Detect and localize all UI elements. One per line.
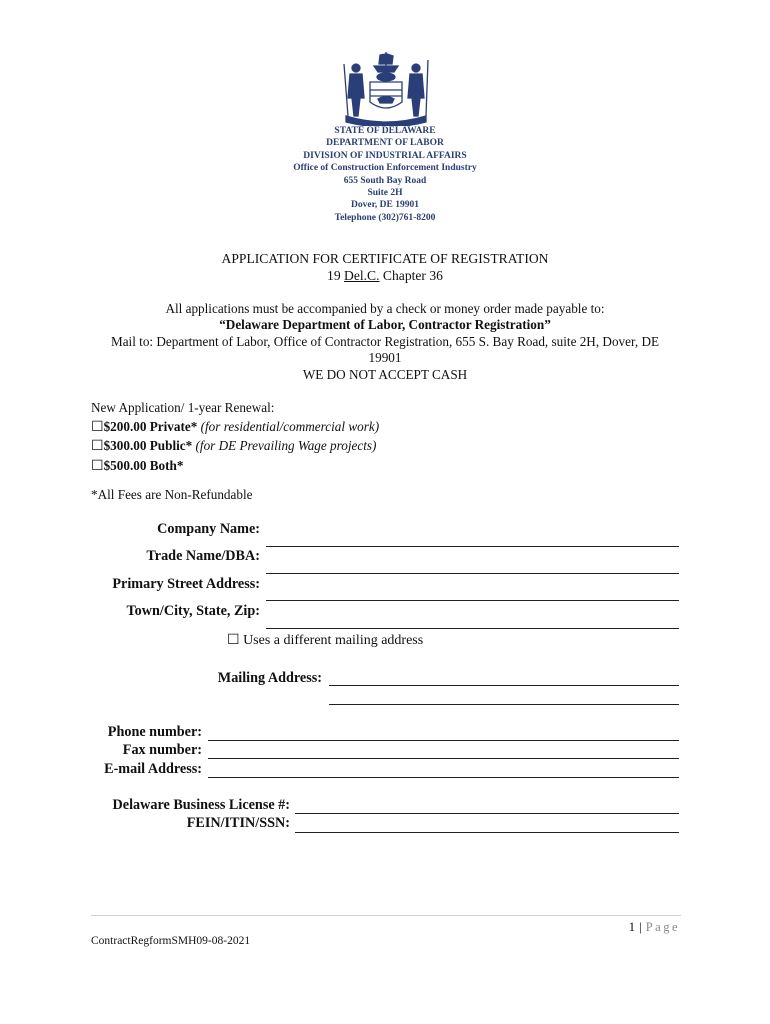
business-license-label: Delaware Business License #: (112, 797, 290, 813)
fein-field[interactable] (295, 832, 679, 833)
payment-requirement: All applications must be accompanied by a check or money order made payable to: (165, 301, 605, 316)
fee-option-private[interactable] (91, 418, 379, 438)
town-city-label: Town/City, State, Zip: (126, 603, 260, 619)
title-line: APPLICATION FOR CERTIFICATE OF REGISTRATION (221, 251, 549, 266)
fax-label: Fax number: (122, 742, 202, 758)
fee-both-label: $500.00 Both* (103, 457, 184, 473)
fax-field[interactable] (208, 758, 679, 759)
checkbox-public[interactable]: ☐ (91, 439, 104, 454)
company-name-label: Company Name: (157, 521, 260, 537)
statute-reference (0, 268, 770, 285)
page-label: Page (645, 920, 680, 934)
agency-office: Office of Construction Enforcement Industry (293, 163, 477, 174)
primary-address-label: Primary Street Address: (112, 576, 260, 592)
email-field[interactable] (208, 777, 679, 778)
checkbox-private[interactable]: ☐ (91, 419, 104, 435)
checkbox-both[interactable]: ☐ (91, 458, 104, 474)
trade-name-field[interactable] (266, 573, 679, 574)
page-separator: | (639, 919, 642, 934)
page-indicator (600, 918, 680, 936)
company-name-field[interactable] (266, 546, 679, 547)
payee-name: “Delaware Department of Labor, Contractor Registration” (219, 317, 551, 333)
fee-public-label: $300.00 Public* (103, 438, 193, 453)
footer-rule (91, 915, 681, 916)
fee-option-public[interactable] (91, 437, 379, 457)
fee-section (91, 399, 379, 476)
agency-telephone: Telephone (302)761-8200 (334, 212, 436, 223)
agency-street: 655 South Bay Road (343, 175, 427, 186)
town-city-field[interactable] (266, 628, 679, 629)
different-mailing-option[interactable] (227, 632, 423, 649)
nonrefundable-note: *All Fees are Non-Refundable (91, 487, 253, 502)
page-number: 1 (628, 919, 636, 934)
fee-option-both[interactable] (91, 457, 379, 477)
payment-instructions (0, 301, 770, 383)
agency-suite: Suite 2H (367, 188, 403, 199)
primary-address-field[interactable] (266, 600, 679, 601)
form-id: ContractRegformSMH09-08-2021 (91, 935, 251, 947)
statute-prefix: 19 (327, 267, 345, 283)
mailing-address-field-2[interactable] (329, 704, 679, 705)
agency-header (0, 125, 770, 224)
phone-field[interactable] (208, 740, 679, 741)
fee-private-label: $200.00 Private* (103, 418, 198, 434)
different-mailing-label: Uses a different mailing address (243, 633, 424, 648)
business-license-field[interactable] (295, 813, 679, 814)
fein-label: FEIN/ITIN/SSN: (186, 815, 290, 831)
phone-label: Phone number: (107, 724, 202, 740)
delaware-state-seal (334, 50, 438, 126)
statute-code: Del.C. (344, 267, 380, 283)
statute-suffix: Chapter 36 (379, 267, 443, 283)
email-label: E-mail Address: (104, 761, 202, 777)
mail-to-zip: 19901 (368, 350, 402, 366)
agency-department: DEPARTMENT OF LABOR (326, 138, 444, 149)
trade-name-label: Trade Name/DBA: (146, 548, 260, 564)
no-cash-notice: WE DO NOT ACCEPT CASH (302, 366, 468, 382)
fee-heading: New Application/ 1-year Renewal: (91, 400, 275, 415)
agency-city: Dover, DE 19901 (351, 200, 419, 211)
agency-state: STATE OF DELAWARE (334, 126, 436, 136)
mailing-address-field-1[interactable] (329, 685, 679, 686)
agency-division: DIVISION OF INDUSTRIAL AFFAIRS (303, 150, 467, 161)
mailing-address-label: Mailing Address: (217, 670, 322, 686)
fee-private-note: (for residential/commercial work) (200, 418, 380, 434)
mail-to-line: Mail to: Department of Labor, Office of Contractor Registration, 655 S. Bay Road, suite 2H, Dover, DE (110, 333, 660, 349)
fee-public-note: (for DE Prevailing Wage projects) (195, 438, 377, 453)
checkbox-different-mailing[interactable]: ☐ (227, 633, 240, 648)
document-title (0, 251, 770, 284)
